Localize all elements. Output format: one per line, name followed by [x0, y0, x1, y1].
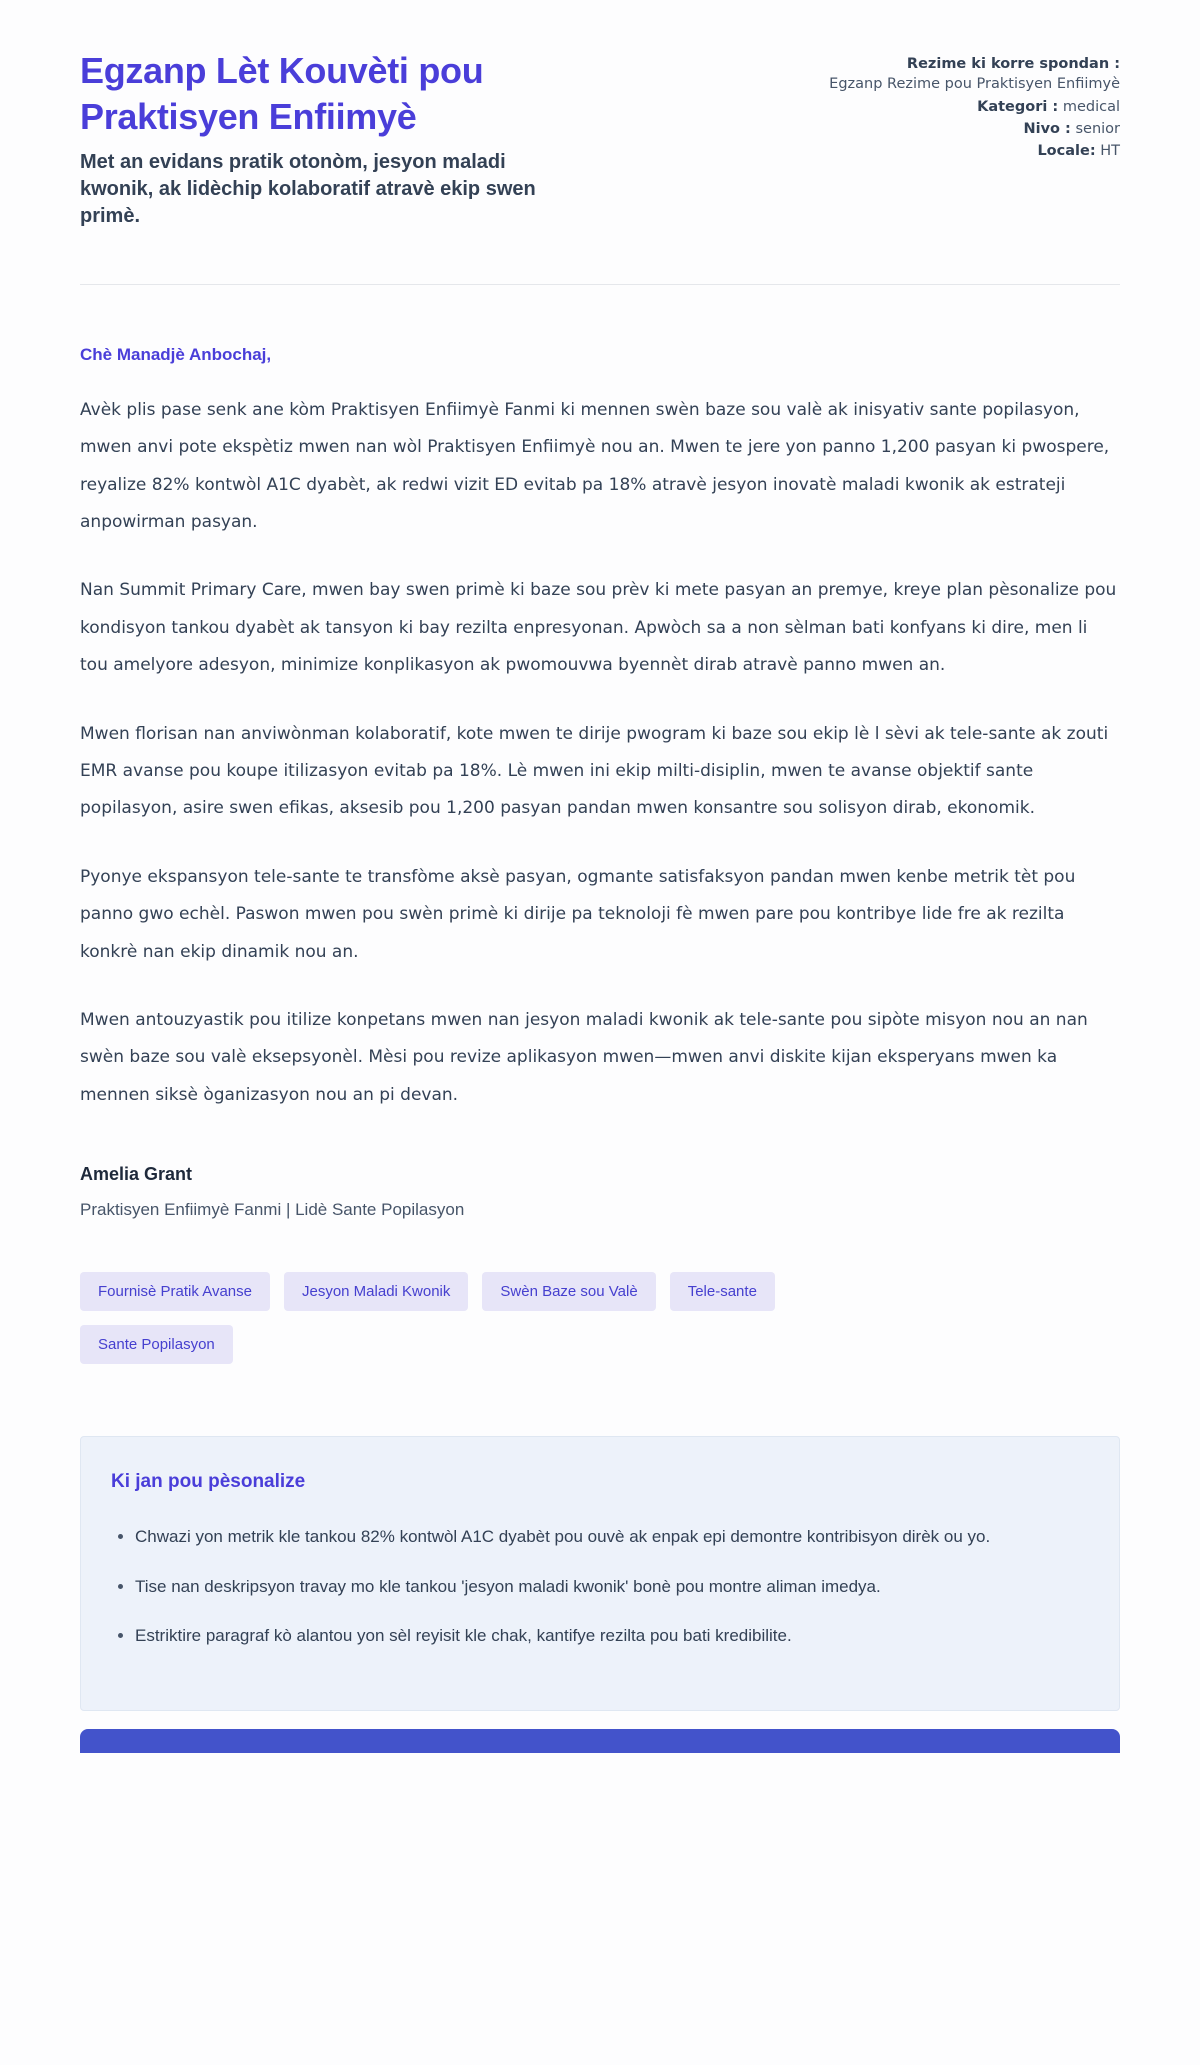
letter-greeting: Chè Manadjè Anbochaj,: [80, 344, 272, 364]
tips-list: [111, 1519, 1089, 1654]
letter-paragraph: Mwen antouzyastik pou itilize konpetans mwen nan jesyon maladi kwonik ak tele-sante pou sipòte misyon nou an nan swèn baze sou valè eksepsyonèl. Mèsi pou revize aplikasyon mwen—mwen anvi diskite kijan eksperyans mwen ka mennen siksè òganizasyon nou an pi devan.: [80, 1009, 1088, 1105]
signature-block: [80, 1164, 1120, 1220]
content-column: [80, 0, 1120, 1753]
letter-paragraph: Mwen florisan nan anviwònman kolaboratif, kote mwen te dirije pwogram ki baze sou ekip lè l sèvi ak tele-sante ak zouti EMR avanse pou koupe itilizasyon evitab pa 18%. Lè mwen ini ekip milti-disiplin, mwen te avanse objektif sante popilasyon, asire swen efikas, aksesib pou 1,200 pasyan pandan mwen konsantre sou solisyon dirab, ekonomik.: [80, 723, 1109, 819]
page-title: Egzanp Lèt Kouvèti pou Praktisyen Enfiimyè: [80, 50, 484, 137]
meta-locale-label: Locale:: [1037, 143, 1096, 160]
tag-list: [80, 1272, 800, 1364]
letter-paragraph: Pyonye ekspansyon tele-sante te transfòme aksè pasyan, ogmante satisfaksyon pandan mwen kenbe metrik tèt pou panno gwo echèl. Paswon mwen pou swèn primè ki dirije pa teknoloji fè mwen pare pou kontribye lide fre ak rezilta konkrè nan ekip dinamik nou an.: [80, 866, 1076, 962]
letter-body: [80, 345, 1120, 1220]
tips-title: Ki jan pou pèsonalize: [111, 1471, 306, 1493]
bottom-cutoff-banner[interactable]: [80, 1729, 1120, 1753]
signature-role: Praktisyen Enfiimyè Fanmi | Lidè Sante Popilasyon: [80, 1200, 465, 1220]
meta-resume-value: Egzanp Rezime pou Praktisyen Enfiimyè: [829, 76, 1120, 93]
tag-chip[interactable]: Tele-sante: [670, 1272, 775, 1311]
meta-level-value: senior: [1075, 120, 1120, 137]
signature-name: Amelia Grant: [80, 1164, 193, 1185]
meta-level-label: Nivo :: [1023, 120, 1071, 137]
meta-locale-value: HT: [1100, 143, 1120, 160]
meta-row-level: [820, 119, 1120, 139]
tag-chip[interactable]: Swèn Baze sou Valè: [482, 1272, 655, 1311]
meta-category-value: medical: [1062, 98, 1120, 115]
page-subtitle: Met an evidans pratik otonòm, jesyon maladi kwonik, ak lidèchip kolaboratif atravè ekip swen primè.: [80, 151, 536, 228]
header: [80, 48, 1120, 230]
personalize-tips-panel: [80, 1436, 1120, 1711]
letter-paragraph: Nan Summit Primary Care, mwen bay swen primè ki baze sou prèv ki mete pasyan an premye, kreye plan pèsonalize pou kondisyon tankou dyabèt ak tansyon ki bay rezilta enpresyonan. Apwòch sa a non sèlman bati konfyans ki dire, men li tou amelyore adesyon, minimize konplikasyon ak pwomouvwa byennèt dirab atravè panno mwen an.: [80, 580, 1117, 676]
header-left: [80, 48, 600, 230]
tag-chip[interactable]: Fournisè Pratik Avanse: [80, 1272, 270, 1311]
header-divider: [80, 284, 1120, 285]
meta-resume-label: Rezime ki korre spondan :: [906, 56, 1120, 72]
meta-row-resume: [820, 54, 1120, 95]
tip-item: • Estriktire paragraf kò alantou yon sèl reyisit kle chak, kantifye rezilta pou bati kredibilite.: [135, 1618, 1089, 1654]
meta-category-label: Kategori :: [977, 98, 1059, 115]
tip-item: • Chwazi yon metrik kle tankou 82% kontwòl A1C dyabèt pou ouvè ak enpak epi demontre kontribisyon dirèk ou yo.: [135, 1519, 1089, 1555]
meta-row-locale: [820, 141, 1120, 161]
tag-chip[interactable]: Jesyon Maladi Kwonik: [284, 1272, 468, 1311]
letter-paragraph: Avèk plis pase senk ane kòm Praktisyen Enfiimyè Fanmi ki mennen swèn baze sou valè ak inisyativ sante popilasyon, mwen anvi pote ekspètiz mwen nan wòl Praktisyen Enfiimyè nou an. Mwen te jere yon panno 1,200 pasyan ki pwospere, reyalize 82% kontwòl A1C dyabèt, ak redwi vizit ED evitab pa 18% atravè jesyon inovatè maladi kwonik ak estrateji anpowirman pasyan.: [80, 399, 1110, 532]
meta-block: [820, 48, 1120, 163]
tag-chip[interactable]: Sante Popilasyon: [80, 1325, 233, 1364]
meta-row-category: [820, 97, 1120, 117]
tip-item: • Tise nan deskripsyon travay mo kle tankou 'jesyon maladi kwonik' bonè pou montre aliman imedya.: [135, 1569, 1089, 1605]
